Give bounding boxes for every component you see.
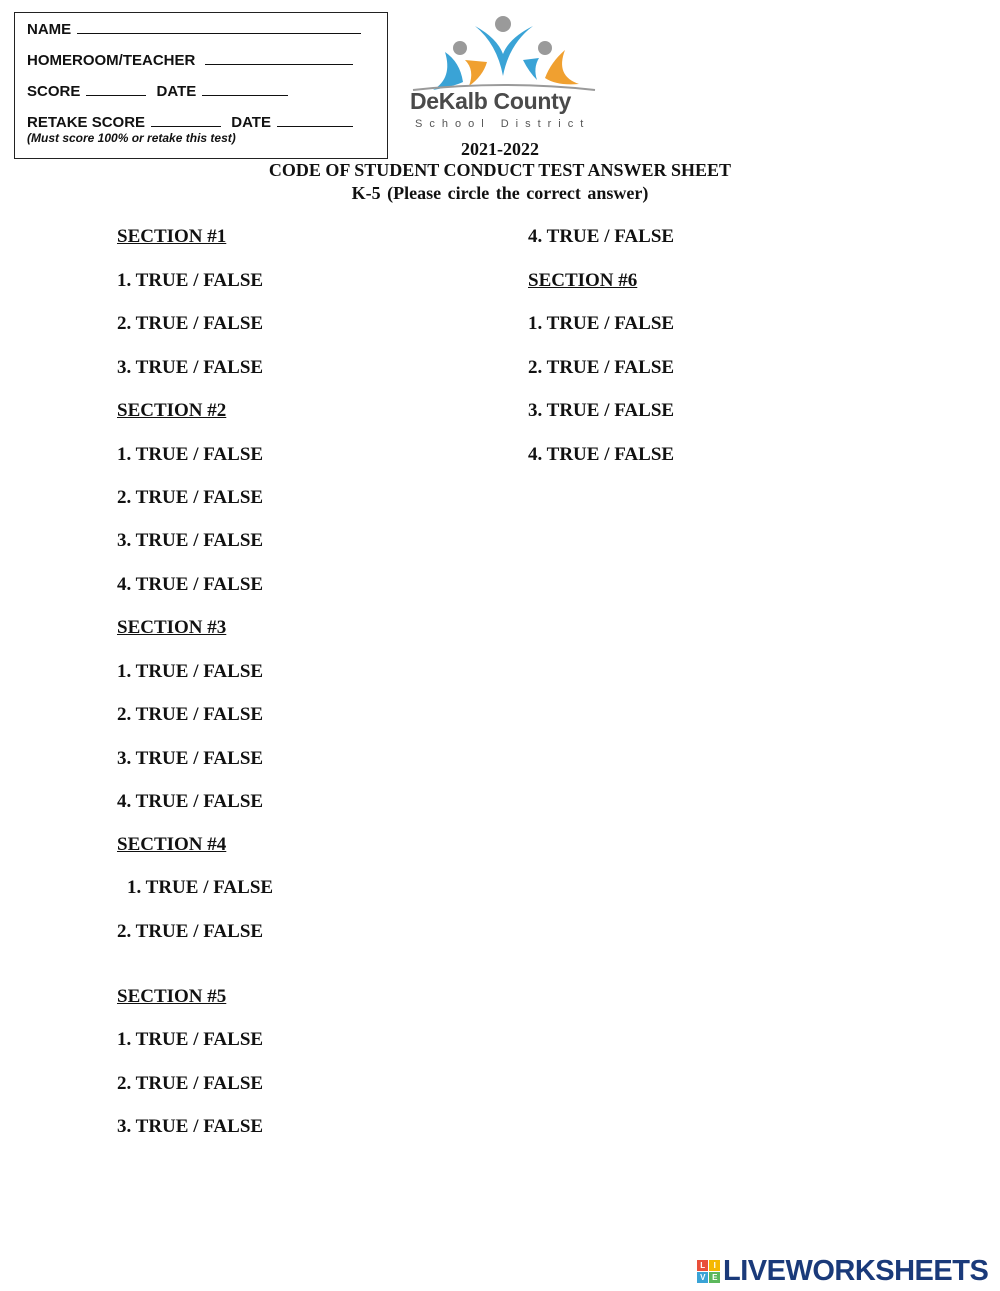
- homeroom-blank[interactable]: [205, 50, 353, 65]
- brand-icon-letter: E: [709, 1272, 720, 1283]
- dekalb-logo-figures: [405, 14, 605, 134]
- s4-q1-answer[interactable]: 1. TRUE / FALSE: [127, 877, 274, 898]
- liveworksheets-brand: [697, 1255, 988, 1288]
- retake-note: (Must score 100% or retake this test): [27, 131, 236, 145]
- s1-q2-answer[interactable]: 2. TRUE / FALSE: [117, 313, 264, 334]
- liveworksheets-wordmark: LIVEWORKSHEETS: [723, 1255, 989, 1287]
- section-4-heading: SECTION #4: [117, 834, 227, 855]
- section-2-heading: SECTION #2: [117, 400, 227, 421]
- homeroom-label: HOMEROOM/TEACHER: [27, 52, 196, 69]
- name-label: NAME: [27, 21, 72, 38]
- retake-score-label: RETAKE SCORE: [27, 114, 146, 131]
- brand-icon-letter: I: [709, 1260, 720, 1271]
- s4-q2-answer[interactable]: 2. TRUE / FALSE: [117, 921, 264, 942]
- page-subtitle: K-5 (Please circle the correct answer): [351, 183, 649, 203]
- s2-q4-answer[interactable]: 4. TRUE / FALSE: [117, 574, 264, 595]
- school-year: 2021-2022: [461, 139, 539, 159]
- section-1-heading: SECTION #1: [117, 226, 227, 247]
- liveworksheets-logo-icon: [697, 1260, 720, 1283]
- retake-line: [27, 112, 353, 131]
- s3-q3-answer[interactable]: 3. TRUE / FALSE: [117, 748, 264, 769]
- section-5-heading: SECTION #5: [117, 986, 227, 1007]
- s5-q2-answer[interactable]: 2. TRUE / FALSE: [117, 1073, 264, 1094]
- brand-icon-letter: V: [697, 1272, 708, 1283]
- s5-q3-answer[interactable]: 3. TRUE / FALSE: [117, 1116, 264, 1137]
- name-blank[interactable]: [77, 19, 361, 34]
- page-title: CODE OF STUDENT CONDUCT TEST ANSWER SHEET: [268, 160, 732, 180]
- s1-q1-answer[interactable]: 1. TRUE / FALSE: [117, 270, 264, 291]
- s5-q1-answer[interactable]: 1. TRUE / FALSE: [117, 1029, 264, 1050]
- score-label: SCORE: [27, 83, 81, 100]
- s6-q4-answer[interactable]: 4. TRUE / FALSE: [528, 444, 675, 465]
- s2-q3-answer[interactable]: 3. TRUE / FALSE: [117, 530, 264, 551]
- retake-date-label: DATE: [231, 114, 271, 131]
- section-3-heading: SECTION #3: [117, 617, 227, 638]
- s5-q4-answer[interactable]: 4. TRUE / FALSE: [528, 226, 675, 247]
- logo-name: DeKalb County: [410, 88, 571, 114]
- s6-q1-answer[interactable]: 1. TRUE / FALSE: [528, 313, 675, 334]
- s3-q2-answer[interactable]: 2. TRUE / FALSE: [117, 704, 264, 725]
- retake-score-blank[interactable]: [151, 112, 221, 127]
- date-label: DATE: [156, 83, 197, 100]
- student-info-box: [14, 12, 388, 159]
- s3-q1-answer[interactable]: 1. TRUE / FALSE: [117, 661, 264, 682]
- s2-q2-answer[interactable]: 2. TRUE / FALSE: [117, 487, 264, 508]
- date-blank[interactable]: [202, 81, 288, 96]
- s2-q1-answer[interactable]: 1. TRUE / FALSE: [117, 444, 264, 465]
- s1-q3-answer[interactable]: 3. TRUE / FALSE: [117, 357, 264, 378]
- score-line: [27, 81, 288, 100]
- retake-date-blank[interactable]: [277, 112, 353, 127]
- section-6-heading: SECTION #6: [528, 270, 638, 291]
- score-blank[interactable]: [86, 81, 146, 96]
- s6-q3-answer[interactable]: 3. TRUE / FALSE: [528, 400, 675, 421]
- logo-subtitle: School District: [415, 118, 591, 130]
- homeroom-line: [27, 50, 353, 69]
- s6-q2-answer[interactable]: 2. TRUE / FALSE: [528, 357, 675, 378]
- name-line: [27, 19, 361, 38]
- s3-q4-answer[interactable]: 4. TRUE / FALSE: [117, 791, 264, 812]
- brand-icon-letter: L: [697, 1260, 708, 1271]
